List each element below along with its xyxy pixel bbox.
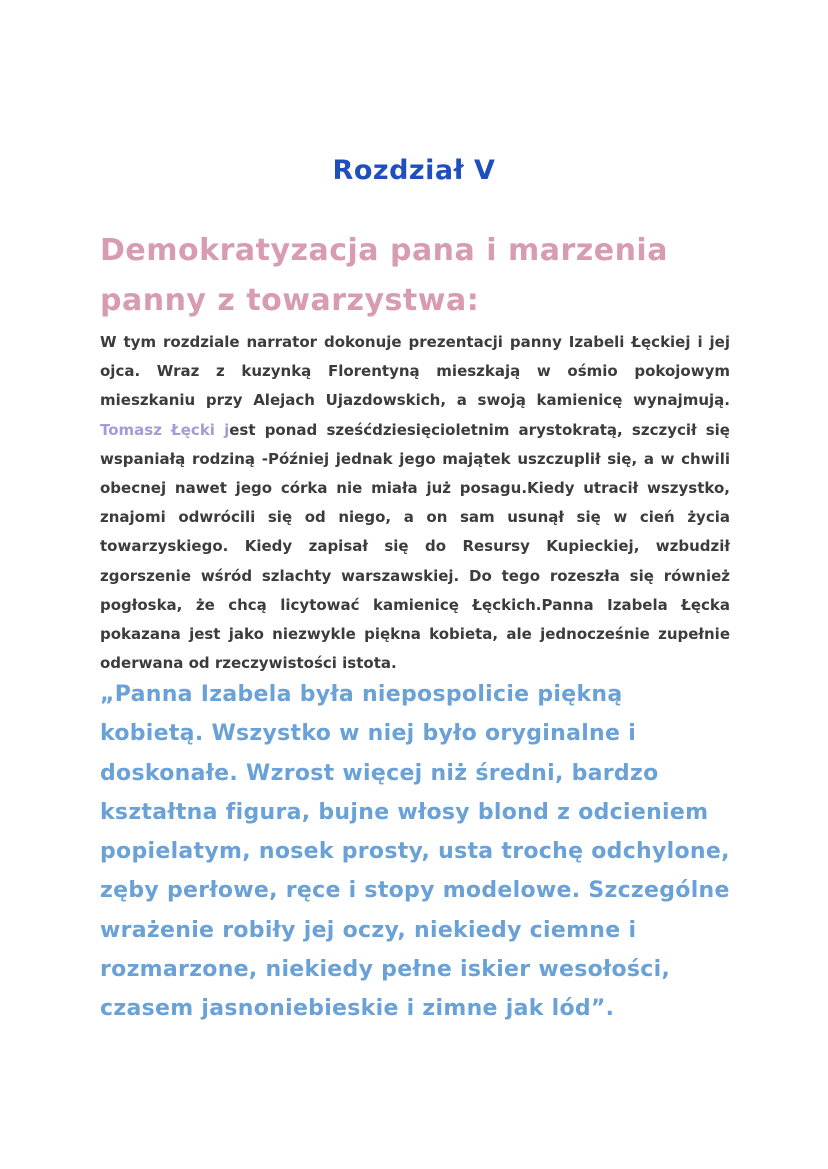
body-paragraph [100,328,730,678]
character-name-highlight: Tomasz Łęcki j [100,420,230,439]
body-intro-text: W tym rozdziale narrator dokonuje prezentacji panny Izabeli Łęckiej i jej ojca. Wraz z kuzynką Florentyną mieszkają w ośmio pokojowym mieszkaniu przy Alejach Ujazdowskich, a swoją kamienicę wynajmują. [100,333,730,410]
quote-block: „Panna Izabela była niepospolicie piękną kobietą. Wszystko w niej było oryginalne i doskonałe. Wzrost więcej niż średni, bardzo kształtna figura, bujne włosy blond z odcieniem popielatym, nosek prosty, usta trochę odchylone, zęby perłowe, ręce i stopy modelowe. Szczególne wrażenie robiły jej oczy, niekiedy ciemne i rozmarzone, niekiedy pełne iskier wesołości, czasem jasnoniebieskie i zimne jak lód”. [100,682,730,1022]
chapter-title: Rozdział V [332,155,496,186]
body-rest-text: est ponad sześćdziesięcioletnim arystokratą, szczycił się wspaniałą rodziną -Później jednak jego majątek uszczuplił się, a w chwili obecnej nawet jego córka nie miała już posagu.Kiedy utracił wszystko, znajomi odwrócili się od niego, a on sam usunął się w cień życia towarzyskiego. Kiedy zapisał się do Resursy Kupieckiej, wzbudził zgorszenie wśród szlachty warszawskiej. Do tego rozeszła się również pogłoska, że chcą licytować kamienicę Łęckich.Panna Izabela Łęcka pokazana jest jako niezwykle piękna kobieta, ale jednocześnie zupełnie oderwana od rzeczywistości istota. [100,420,730,673]
section-heading: Demokratyzacja pana i marzenia panny z towarzystwa: [100,233,668,318]
